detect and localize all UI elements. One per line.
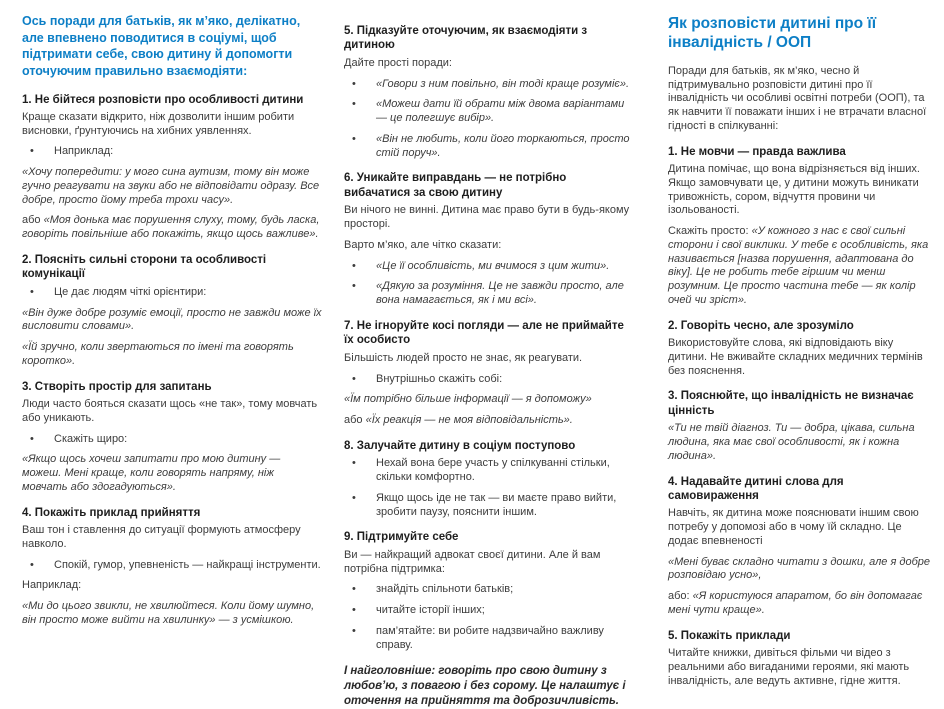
bullet-text: «Він не любить, коли його торкаються, просто стій поруч». [376, 132, 630, 159]
section-heading: 5. Підказуйте оточуючим, як взаємодіяти з дитиною [344, 25, 588, 52]
quote-text: «У кожного з нас є свої сильні сторони і свої виклики. У тебе є особливість, яка називається [назва порушення, адаптована до віку]. Це не робить тебе гіршим чи менш розумним. Це просто частина тебе — як колір очей чи зріст». [668, 225, 929, 306]
quote-paragraph [22, 214, 322, 242]
bullet-item [344, 583, 632, 597]
bullet-marker: • [352, 604, 356, 617]
bullet-item [22, 559, 322, 573]
bullet-marker: • [30, 558, 34, 571]
bullet-text: Наприклад: [54, 145, 114, 158]
bullet-text: Нехай вона бере участь у спілкуванні стільки, скільки комфортно. [376, 457, 610, 484]
quote-lead: Скажіть просто: [668, 225, 752, 238]
section-heading: 1. Не мовчи — правда важлива [668, 145, 846, 158]
quote-paragraph: «Їм потрібно більше інформації — я допоможу» [344, 393, 592, 406]
bullet-marker: • [352, 77, 356, 90]
section-heading: 4. Надавайте дитині слова для самовираження [668, 475, 844, 502]
quote-paragraph: «Мені буває складно читати з дошки, але я добре розповідаю усно», [668, 555, 930, 582]
bullet-item [344, 373, 632, 387]
section-heading: 1. Не бійтеся розповісти про особливості дитини [22, 93, 304, 106]
bullet-item [344, 78, 632, 92]
quote-lead: або: [668, 590, 693, 603]
section-heading: 8. Залучайте дитину в соціум поступово [344, 439, 576, 452]
bullet-text: читайте історії інших; [376, 604, 485, 617]
bullet-item [344, 280, 632, 308]
bullet-text: Внутрішньо скажіть собі: [376, 372, 503, 385]
paragraph: Наприклад: [22, 579, 82, 592]
bullet-marker: • [30, 285, 34, 298]
paragraph: Ваш тон і ставлення до ситуації формують атмосферу навколо. [22, 524, 301, 550]
bullet-item [344, 260, 632, 274]
bullet-text: «Це її особливість, ми вчимося з цим жити». [376, 259, 610, 272]
paragraph: Люди часто бояться сказати щось «не так», тому мовчать або уникають. [22, 398, 318, 424]
bullet-marker: • [30, 432, 34, 445]
bullet-text: Якщо щось іде не так — ви маєте право вийти, зробити паузу, пояснити іншим. [376, 491, 617, 518]
bullet-marker: • [30, 145, 34, 158]
quote-paragraph [344, 414, 632, 428]
paragraph: Краще сказати відкрито, ніж дозволити іншим робити висновки, ґрунтуючись на хибних уявленнях. [22, 110, 295, 137]
section-heading: 2. Поясніть сильні сторони та особливості комунікації [22, 253, 267, 281]
closing-note: І найголовніше: говоріть про свою дитину з любов’ю, з повагою і без сорому. Це налаштує і оточення на прийняття та доброзичливість. [344, 665, 626, 708]
bullet-item [344, 625, 632, 653]
section-heading: 4. Покажіть приклад прийняття [22, 506, 201, 519]
bullet-text: «Дякую за розуміння. Це не завжди просто, але вона намагається, як і ми всі». [376, 280, 624, 307]
paragraph: Більшість людей просто не знає, як реагувати. [344, 351, 583, 364]
intro-lead: Ось поради для батьків, як м’яко, делікатно, але впевнено поводитися в соціумі, щоб підтримати себе, свою дитину й допомогти оточуючим правильно взаємодіяти: [22, 14, 301, 78]
paragraph: Ви — найкращий адвокат своєї дитини. Але й вам потрібна підтримка: [344, 548, 601, 575]
quote-paragraph: «Він дуже добре розуміє емоції, просто не завжди може їх висловити словами». [22, 306, 322, 333]
section-heading: 5. Покажіть приклади [668, 629, 791, 642]
bullet-text: Скажіть щиро: [54, 432, 128, 445]
bullet-text: Спокій, гумор, упевненість — найкращі інструменти. [54, 558, 321, 571]
quote-lead: або [344, 414, 366, 427]
quote-paragraph: «Хочу попередити: у мого сина аутизм, тому він може гучно реагувати на звуки або не відповідати одразу. Все добре, просто йому треба трохи часу». [22, 166, 320, 206]
paragraph: Дайте прості поради: [344, 56, 452, 69]
bullet-item [344, 98, 632, 126]
bullet-item [22, 286, 322, 300]
bullet-marker: • [352, 624, 356, 637]
section-heading: 6. Уникайте виправдань — не потрібно вибачатися за свою дитину [344, 172, 567, 199]
bullet-item [22, 145, 322, 159]
bullet-item [344, 457, 632, 485]
bullet-text: пам’ятайте: ви робите надзвичайно важливу справу. [376, 624, 604, 651]
paragraph: Ви нічого не винні. Дитина має право бути в будь-якому просторі. [344, 204, 630, 231]
quote-paragraph [668, 225, 934, 308]
paragraph: Навчіть, як дитина може пояснювати іншим свою потребу у допомозі або в чому їй складно. Це додає впевненості [668, 507, 919, 547]
quote-text: «Їх реакція — не моя відповідальність». [365, 414, 573, 427]
bullet-item [344, 133, 632, 161]
quote-paragraph: «Ми до цього звикли, не хвилюйтеся. Коли йому шумно, він просто може вийти на хвилинку» — з усмішкою. [22, 600, 315, 626]
quote-paragraph: «Якщо щось хочеш запитати про мою дитину — можеш. Мені краще, коли говорять напряму, ніж мовчать або здогадуються». [22, 453, 281, 493]
quote-paragraph: «Їй зручно, коли звертаються по імені та говорять коротко». [22, 341, 294, 367]
paragraph: Дитина помічає, що вона відрізняється від інших. Якщо замовчувати це, у дитини можуть виникати тривожність, сором, відчуття провини чи ізольованості. [668, 163, 920, 217]
bullet-text: «Говори з ним повільно, він тоді краще розуміє». [376, 77, 630, 90]
quote-paragraph: «Ти не твій діагноз. Ти — добра, цікава, сильна людина, яка має свої особливості, як і кожна людина». [668, 422, 915, 462]
bullet-item [22, 433, 322, 447]
quote-text: «Я користуюся апаратом, бо він допомагає мені чути краще». [668, 590, 923, 616]
paragraph: Читайте книжки, дивіться фільми чи відео з реальними або вигаданими героями, які мають інвалідність, але ведуть активне, гідне життя. [668, 647, 910, 687]
section-heading: 7. Не ігноруйте косі погляди — але не приймайте їх особисто [344, 319, 624, 347]
quote-text: «Моя донька має порушення слуху, тому, будь ласка, говоріть повільніше або покажіть, якщо щось важливе». [22, 214, 320, 241]
bullet-marker: • [352, 457, 356, 470]
section-heading: 3. Пояснюйте, що інвалідність не визначає цінність [668, 390, 914, 417]
bullet-text: Це дає людям чіткі орієнтири: [54, 285, 207, 298]
section-heading: 2. Говоріть чесно, але зрозуміло [668, 319, 854, 332]
quote-paragraph [668, 590, 934, 618]
quote-lead: або [22, 214, 44, 227]
bullet-marker: • [352, 98, 356, 111]
column-right [668, 13, 934, 695]
bullet-item [344, 604, 632, 618]
paragraph: Варто м’яко, але чітко сказати: [344, 238, 502, 251]
bullet-text: знайдіть спільноти батьків; [376, 583, 514, 596]
bullet-item [344, 492, 632, 520]
bullet-marker: • [352, 491, 356, 504]
paragraph: Використовуйте слова, які відповідають віку дитини. Не вживайте складних медичних термінів без пояснення. [668, 337, 923, 377]
paragraph: Поради для батьків, як м’яко, чесно й підтримувально розповісти дитині про її інвалідність чи особливі освітні потреби (ООП), та як навчити її поважати інших і не втрачати власної гідності в спілкуванні: [668, 64, 927, 132]
bullet-marker: • [352, 259, 356, 272]
bullet-marker: • [352, 280, 356, 293]
bullet-marker: • [352, 372, 356, 385]
bullet-text: «Можеш дати їй обрати між двома варіантами — це полегшує вибір». [376, 98, 625, 125]
page-title: Як розповісти дитині про її інвалідність / ООП [668, 15, 877, 51]
column-middle [344, 13, 632, 709]
bullet-marker: • [352, 132, 356, 145]
section-heading: 9. Підтримуйте себе [344, 531, 459, 544]
bullet-marker: • [352, 583, 356, 596]
column-left [22, 13, 322, 635]
section-heading: 3. Створіть простір для запитань [22, 380, 212, 393]
